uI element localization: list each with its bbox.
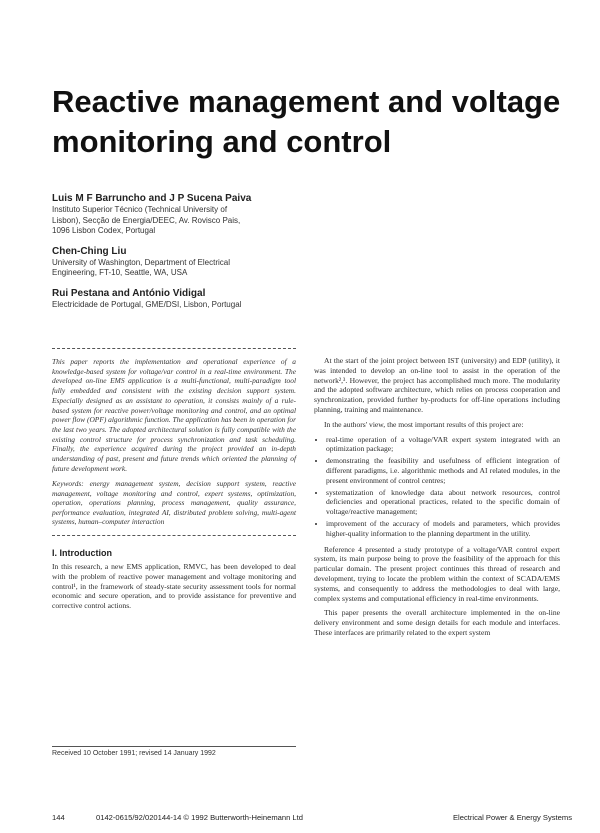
- body-paragraph-1: At the start of the joint project between IST (university) and EDP (utility), it was intended to develop an on-line tool to assist in the operation of the network²,³. However, the project has accomplished much more. The modularity and the adopted software architecture, which relies on process cooperation and synchronization, provided further by-products for off-line operations including planning, training and maintenance.: [314, 356, 560, 414]
- keywords-text: Keywords: energy management system, decision support system, reactive management, voltage monitoring and control, expert systems, optimization, operation, operations planning, process management, quality assurance, performance evaluation, integrated AI, distributed problem solving, multi-agent systems, human–computer interaction: [52, 479, 296, 527]
- author-group-2: [52, 245, 312, 279]
- body-paragraph-2: In the authors' view, the most important results of this project are:: [324, 419, 524, 429]
- right-column: [314, 356, 560, 643]
- bullet-item: • demonstrating the feasibility and usefulness of efficient integration of different paradigms, i.e. algorithmic methods and AI related modules, in the present environment of control centres;: [326, 456, 560, 485]
- left-column: [52, 348, 296, 616]
- issn-copyright: 0142-0615/92/020144-14 © 1992 Butterworth-Heinemann Ltd: [96, 813, 303, 822]
- abstract-top-rule: [52, 348, 296, 349]
- author-name: Chen-Ching Liu: [52, 245, 127, 257]
- introduction-paragraph: In this research, a new EMS application, RMVC, has been developed to deal with the problem of reactive power management and voltage monitoring and control¹, in the framework of steady-state security assessment tools for normal economic and secure operation, and to provide assistance for preventive and corrective control actions.: [52, 561, 296, 611]
- results-bullet-list: [314, 435, 560, 539]
- body-paragraph-4: This paper presents the overall architecture implemented in the on-line delivery environment and some design details for each module and interfaces. These interfaces are primarily related to the expert system: [314, 608, 560, 637]
- author-name: Rui Pestana and António Vidigal: [52, 287, 206, 299]
- section-heading-introduction: I. Introduction: [52, 547, 112, 558]
- bullet-item: • improvement of the accuracy of models and parameters, which provides higher-quality information to the planning department in the utility.: [326, 519, 560, 539]
- author-affiliation: Electricidade de Portugal, GME/DSI, Lisbon, Portugal: [52, 299, 242, 309]
- author-group-3: [52, 287, 312, 311]
- page-number: 144: [52, 813, 65, 822]
- author-affiliation: University of Washington, Department of Electrical Engineering, FT-10, Seattle, WA, USA: [52, 257, 230, 277]
- received-note: Received 10 October 1991; revised 14 January 1992: [52, 746, 296, 757]
- bullet-item: • systematization of knowledge data about network resources, control deficiencies and operational practices, related to the specific domain of voltage/reactive management;: [326, 488, 560, 517]
- author-group-1: [52, 192, 312, 237]
- page-footer: [52, 813, 572, 825]
- abstract-text: This paper reports the implementation and operational experience of a knowledge-based system for voltage/var control in a real-time environment. The developed on-line EMS application is a multi-functional, multi-paradigm tool fully embedded and consistent with the existing decision support system. Especially designed as an assistant to operation, it consists mainly of a rule-based system for reactive power/voltage monitoring and control, and an optimal power flow (OPF) algorithmic function. The application has been in operation for the last two years. The adopted architectural solution is fully compatible with the existing control structure for process synchronization and task scheduling. Finally, the experience acquired during the project provided an in-depth understanding of past, present and future trends which oriented the planning of future development work.: [52, 357, 296, 473]
- bullet-item: • real-time operation of a voltage/VAR expert system integrated with an optimization package;: [326, 435, 560, 455]
- author-name: Luis M F Barruncho and J P Sucena Paiva: [52, 193, 252, 204]
- body-paragraph-3: Reference 4 presented a study prototype of a voltage/VAR control expert system, its main purpose being to prove the feasibility of the approach for this particular domain. The present project continues this thread of research and development, trying to locate the problem within the context of SCADA/EMS systems, and consequently to address the methodologies to deal with large, complex systems and computational efficiency in real-time environments.: [314, 544, 560, 603]
- author-affiliation: Instituto Superior Técnico (Technical University of Lisbon), Secção de Energia/DEEC, Av. Rovisco Pais, 1096 Lisbon Codex, Portugal: [52, 205, 241, 235]
- abstract-bottom-rule: [52, 535, 296, 536]
- paper-title: Reactive management and voltage monitoring and control: [52, 84, 561, 159]
- journal-name: Electrical Power & Energy Systems: [452, 813, 572, 822]
- authors-block: [52, 192, 312, 318]
